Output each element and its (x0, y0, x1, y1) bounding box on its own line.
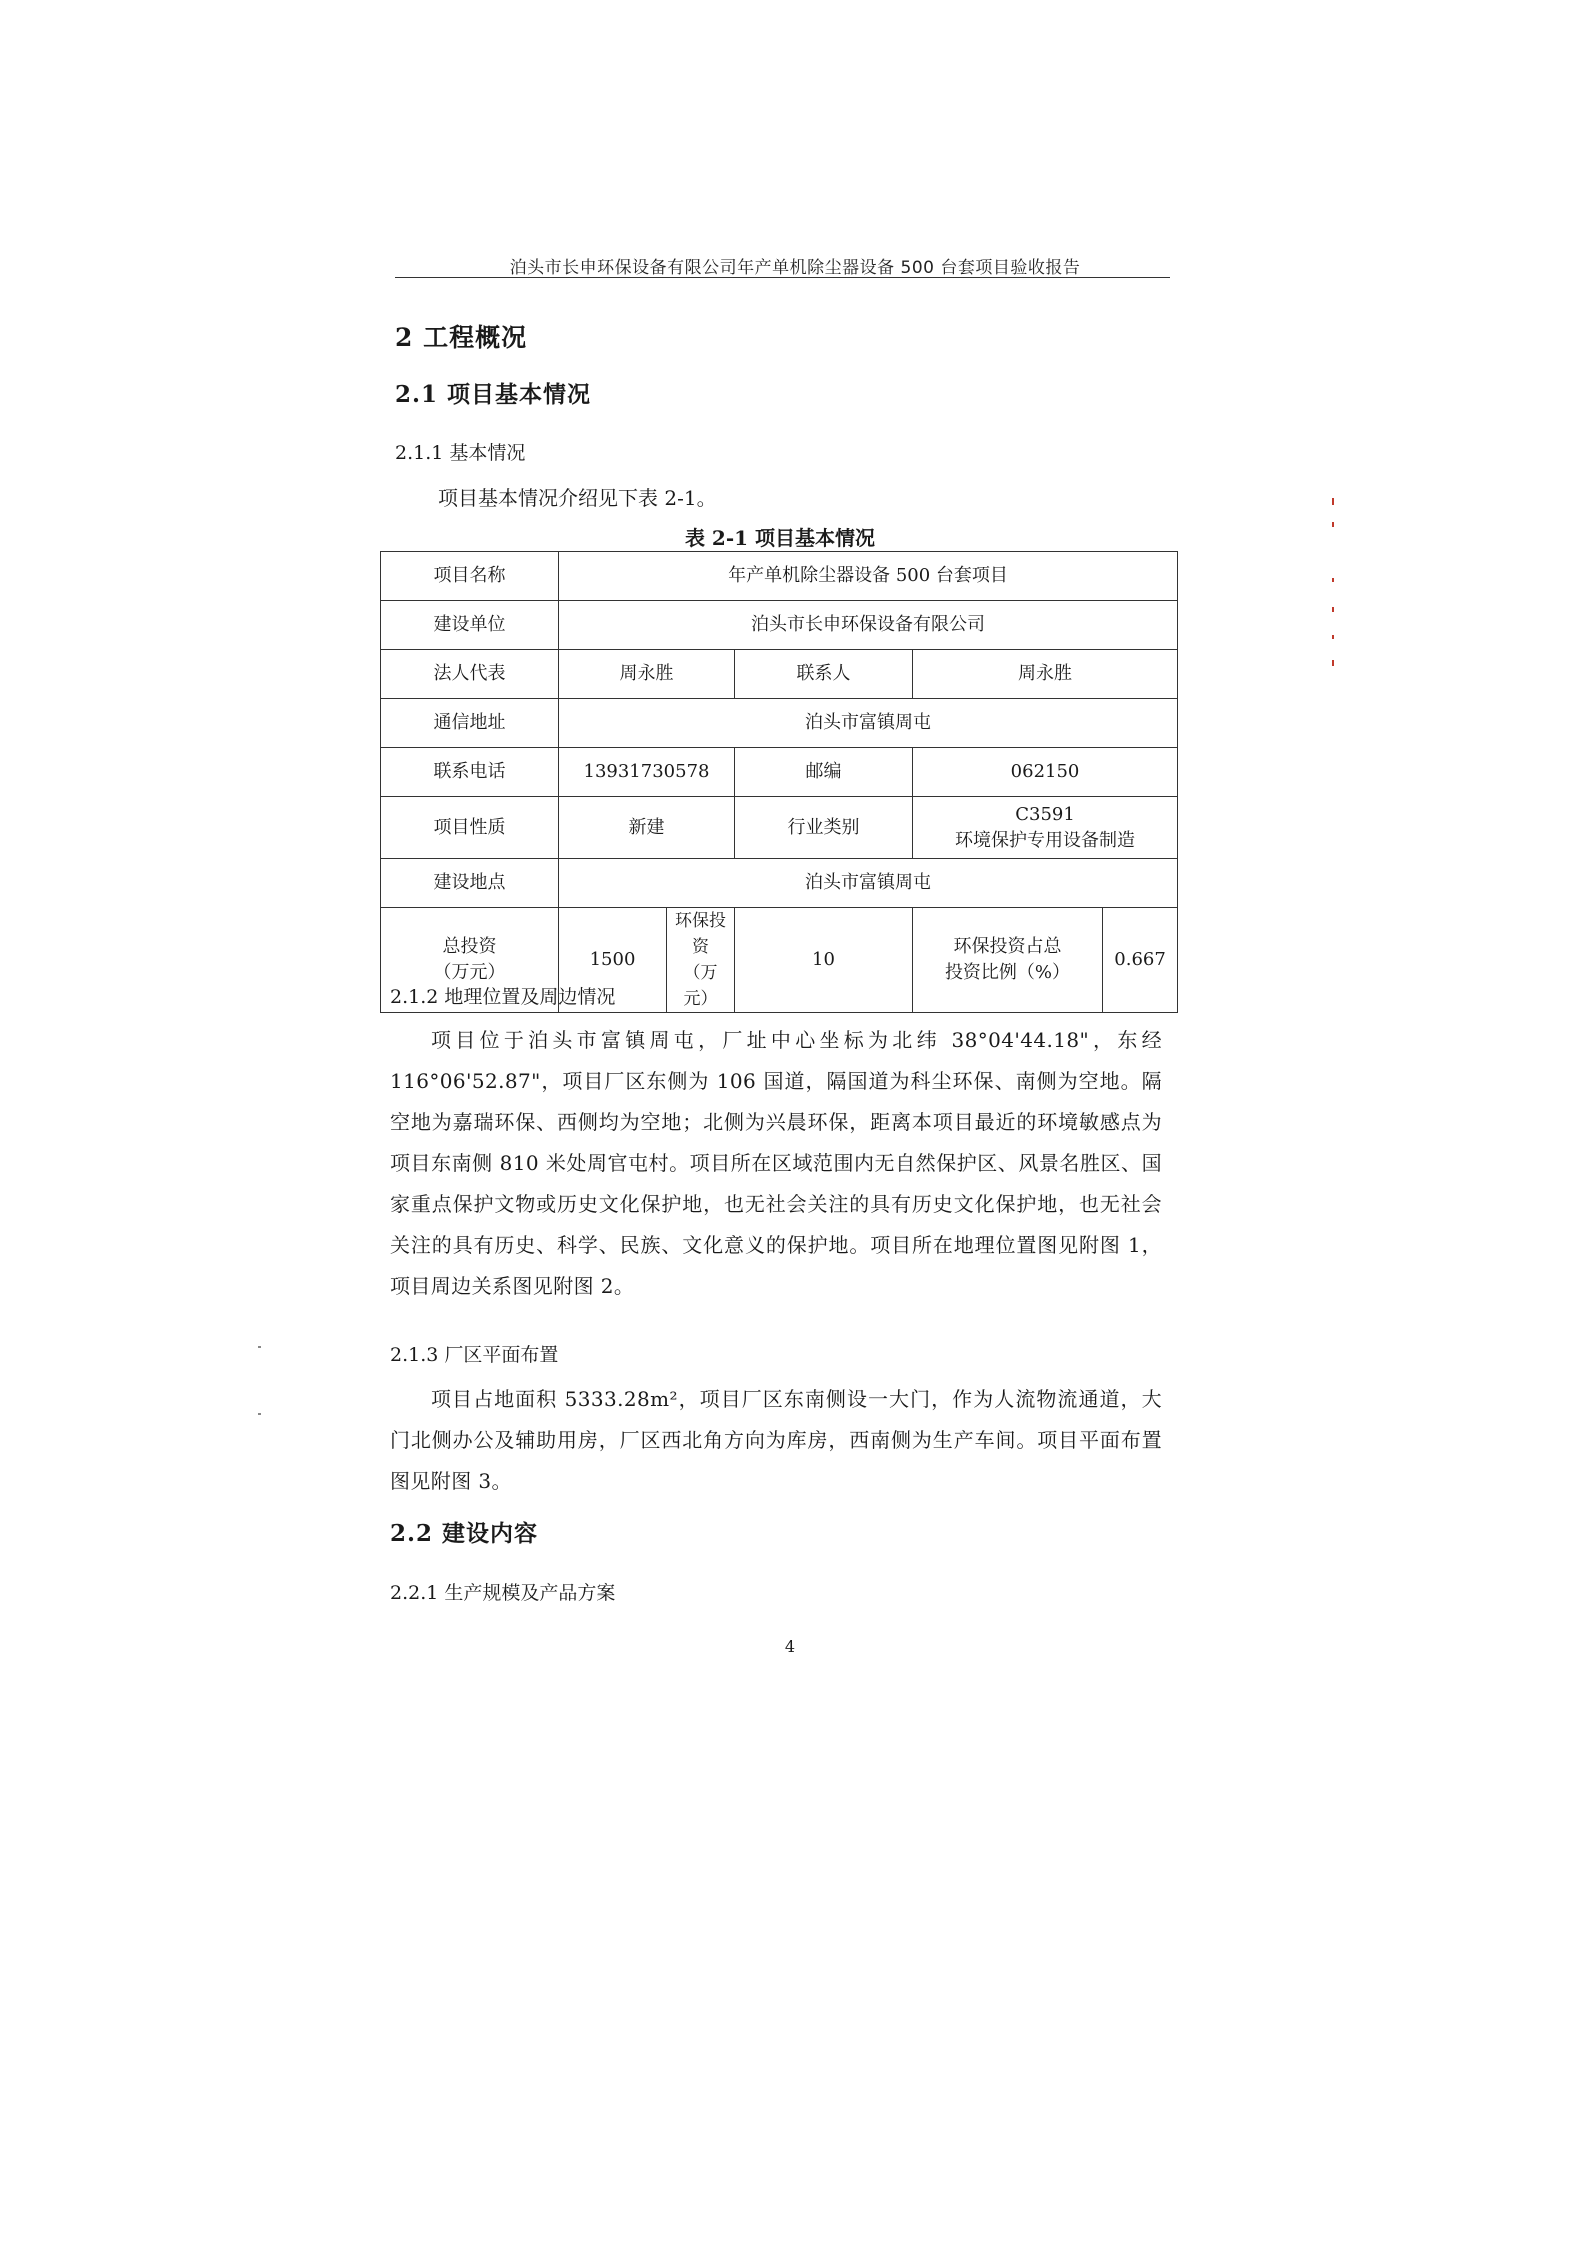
scan-mark (1332, 578, 1334, 582)
table-row (381, 601, 1178, 650)
running-header: 泊头市长申环保设备有限公司年产单机除尘器设备 500 台套项目验收报告 (509, 258, 1081, 278)
project-info-table (380, 551, 1178, 1013)
scan-mark (1332, 660, 1334, 666)
table-cell: 泊头市富镇周屯 (559, 859, 1178, 908)
industry-code: C3591 (1015, 803, 1075, 825)
table-cell: 062150 (913, 748, 1178, 797)
intro-paragraph: 项目基本情况介绍见下表 2-1。 (438, 486, 717, 510)
table-cell: 泊头市富镇周屯 (559, 699, 1178, 748)
table-label: 项目名称 (381, 552, 559, 601)
table-cell: 新建 (559, 797, 735, 859)
invest-label-line1: 总投资 (442, 936, 497, 957)
subsection-title-2-1: 2.1 项目基本情况 (395, 381, 592, 408)
scan-mark (258, 1413, 261, 1415)
ratio-label-line1: 环保投资占总 (953, 936, 1062, 957)
ratio-label-line2: 投资比例（%） (944, 962, 1071, 983)
header-rule (395, 277, 1170, 278)
table-label: 建设单位 (381, 601, 559, 650)
subsubsection-title-2-1-3: 2.1.3 厂区平面布置 (390, 1344, 559, 1366)
table-label: 通信地址 (381, 699, 559, 748)
table-caption: 表 2-1 项目基本情况 (684, 526, 876, 550)
table-row (381, 797, 1178, 859)
scan-mark (1332, 607, 1334, 612)
table-label (913, 908, 1103, 1013)
industry-name: 环境保护专用设备制造 (955, 829, 1136, 851)
table-row (381, 699, 1178, 748)
table-cell: 10 (735, 908, 913, 1013)
scan-mark (1332, 635, 1334, 639)
table-row (381, 552, 1178, 601)
table-label: 邮编 (735, 748, 913, 797)
table-cell: 泊头市长申环保设备有限公司 (559, 601, 1178, 650)
env-invest-label-line2: （万元） (683, 963, 718, 1009)
table-cell: 0.667 (1103, 908, 1178, 1013)
scan-mark (1332, 498, 1334, 505)
section-title: 2 工程概况 (395, 323, 528, 352)
table-cell (913, 797, 1178, 859)
table-label: 项目性质 (381, 797, 559, 859)
table-label (667, 908, 735, 1013)
table-cell: 周永胜 (913, 650, 1178, 699)
table-cell: 13931730578 (559, 748, 735, 797)
table-row (381, 859, 1178, 908)
table-label: 行业类别 (735, 797, 913, 859)
table-label: 建设地点 (381, 859, 559, 908)
scan-mark (1332, 522, 1334, 527)
location-paragraph: 项目位于泊头市富镇周屯，厂址中心坐标为北纬 38°04'44.18"，东经 116°06'52.87"，项目厂区东侧为 106 国道，隔国道为科尘环保、南侧为空地。隔空地为嘉瑞环保、西侧均为空地；北侧为兴晨环保，距离本项目最近的环境敏感点为项目东南侧 810 米处周官屯村。项目所在区域范围内无自然保护区、风景名胜区、国家重点保护文物或历史文化保护地，也无社会关注的具有历史文化保护地，也无社会关注的具有历史、科学、民族、文化意义的保护地。项目所在地理位置图见附图 1，项目周边关系图见附图 2。 (390, 1028, 1162, 1298)
subsubsection-title-2-2-1: 2.2.1 生产规模及产品方案 (390, 1582, 616, 1604)
env-invest-label-line1: 环保投资 (675, 911, 726, 957)
subsection-title-2-2: 2.2 建设内容 (390, 1520, 539, 1547)
table-label: 联系人 (735, 650, 913, 699)
invest-label-line2: （万元） (433, 962, 506, 983)
page-number: 4 (784, 1637, 796, 1656)
table-row (381, 748, 1178, 797)
subsubsection-title-2-1-1: 2.1.1 基本情况 (395, 442, 526, 464)
scan-mark (258, 1346, 261, 1348)
table-cell: 周永胜 (559, 650, 735, 699)
table-label: 法人代表 (381, 650, 559, 699)
table-label: 联系电话 (381, 748, 559, 797)
table-cell: 年产单机除尘器设备 500 台套项目 (559, 552, 1178, 601)
subsubsection-title-2-1-2: 2.1.2 地理位置及周边情况 (390, 986, 616, 1008)
layout-paragraph: 项目占地面积 5333.28m²，项目厂区东南侧设一大门，作为人流物流通道，大门北侧办公及辅助用房，厂区西北角方向为库房，西南侧为生产车间。项目平面布置图见附图 3。 (390, 1387, 1162, 1493)
table-cell: 1500 (559, 908, 667, 1013)
table-row (381, 650, 1178, 699)
